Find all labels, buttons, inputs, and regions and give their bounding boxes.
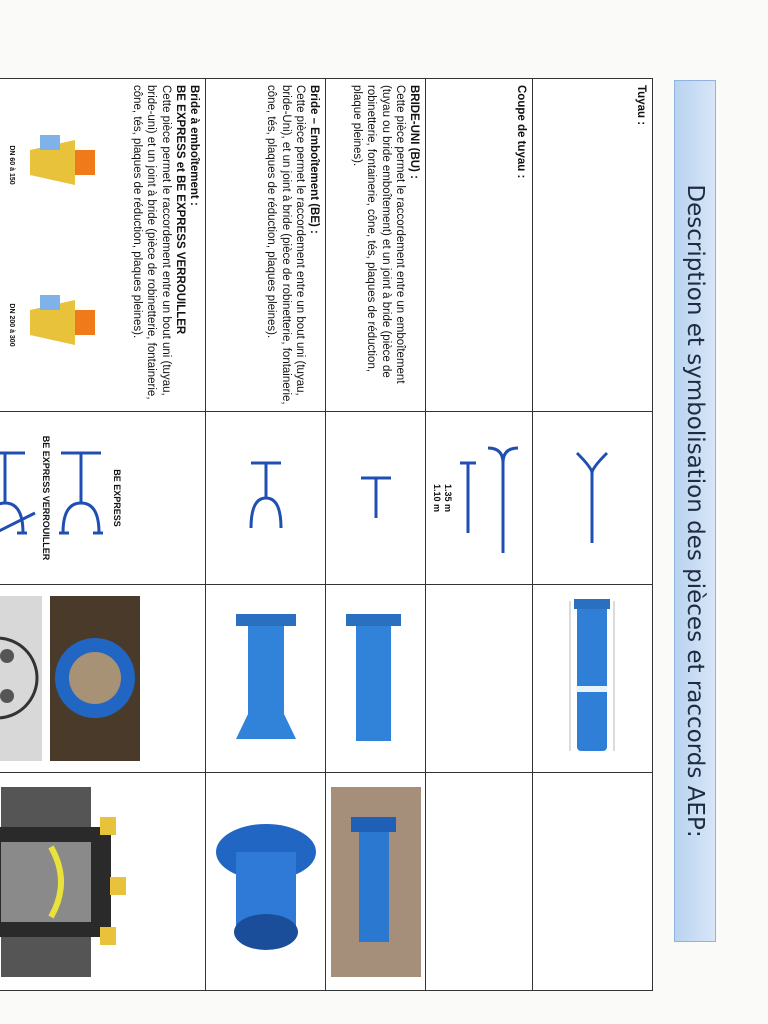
be-express-cutaway-image (0, 787, 131, 977)
fitting-illustrations (7, 85, 100, 405)
image-cell (326, 773, 426, 991)
image-cell (426, 773, 533, 991)
fitting-illustration (7, 290, 100, 360)
photo-cell (533, 585, 653, 773)
bride-emboitement-photo (221, 604, 311, 754)
row-title: BRIDE-UNI (BU) : (408, 85, 421, 179)
row-description (326, 79, 426, 412)
dimension-label: 1.35 m (443, 483, 453, 513)
row-description (0, 79, 206, 412)
table-row (533, 79, 653, 991)
bride-uni-photo (336, 604, 416, 754)
photo-cell (326, 585, 426, 773)
table-row (0, 79, 206, 991)
locking-ring-photo (0, 596, 42, 761)
cut-pipe-symbol (453, 433, 528, 563)
image-cell (0, 773, 206, 991)
fitting-caption: DN 60 à 150 (8, 145, 16, 185)
row-label: Coupe de tuyau : (515, 85, 527, 179)
page-title: Description et symbolisation des pièces et raccords AEP: (674, 80, 716, 942)
pipe-photo (563, 596, 623, 761)
photo-cell (0, 585, 206, 773)
row-description (206, 79, 326, 412)
row-title: Bride – Emboîtement (BE) : (308, 85, 321, 234)
be-express-symbol (51, 443, 111, 553)
bride-emboitement-image (211, 792, 321, 972)
image-cell (206, 773, 326, 991)
symbol-cell (533, 412, 653, 585)
symbol-label: BE EXPRESS (112, 469, 123, 527)
table-row (326, 79, 426, 991)
row-text: Cette pièce permet le raccordement entre un bout uni (tuyau, bride-Uni), et un joint à bride (pièce de robinetterie, fontainerie, cône, tés, plaques de réduction, plaques pleines). (265, 85, 307, 405)
bride-emboitement-symbol (241, 453, 291, 543)
row-text: Cette pièce permet le raccordement entre un bout uni (tuyau, bride-uni) et un joint à bride (pièce de robinetterie, fontainerie, cône, tés, plaques de réduction, plaques pleines). (131, 85, 172, 400)
symbol-label: BE EXPRESS VERROUILLER (41, 435, 51, 561)
row-label: Tuyau : (635, 85, 647, 126)
bride-uni-symbol (351, 468, 401, 528)
image-cell (533, 773, 653, 991)
symbol-cell (0, 412, 206, 585)
pipe-symbol (573, 443, 613, 553)
photo-cell (206, 585, 326, 773)
symbol-cell (206, 412, 326, 585)
photo-cell (426, 585, 533, 773)
table-row (426, 79, 533, 991)
fitting-drawing (20, 130, 100, 200)
parts-table (0, 78, 653, 991)
be-express-verrouiller-symbol (0, 443, 40, 553)
fitting-drawing (20, 290, 100, 360)
dimension-label: 1.10 m (431, 483, 442, 513)
fitting-illustration (7, 130, 100, 200)
row-title: Bride à emboîtement : (188, 85, 201, 206)
row-text: Cette pièce permet le raccordement entre un emboîtement (tuyau ou bride emboîtement) et un joint à bride (pièce de robinetterie, fontainerie, cône, tés, plaques de réduction, plaque pleines). (351, 85, 407, 384)
row-subtitle: BE EXPRESS et BE EXPRESS VERROUILLER (174, 85, 187, 335)
symbol-cell (326, 412, 426, 585)
row-description (533, 79, 653, 412)
symbol-cell (426, 412, 533, 585)
fitting-caption: DN 200 à 300 (8, 303, 16, 347)
table-row (206, 79, 326, 991)
gasket-photo (50, 596, 140, 761)
bride-uni-image (331, 787, 421, 977)
row-description (426, 79, 533, 412)
